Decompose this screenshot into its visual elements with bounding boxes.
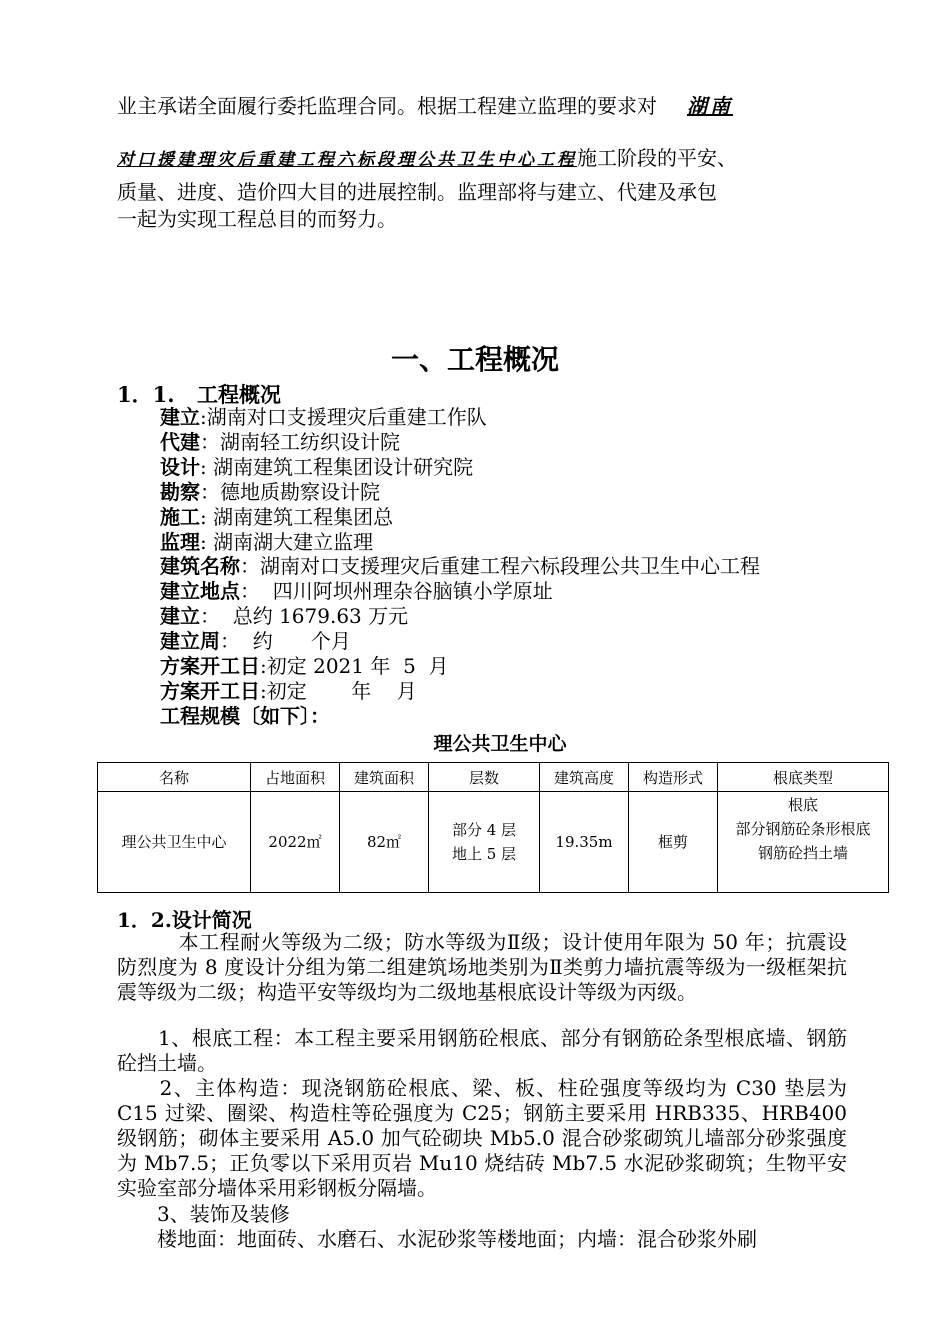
overview-location: 建立地点： 四川阿坝州理杂谷脑镇小学原址 — [160, 579, 553, 603]
cell-floors — [429, 792, 540, 893]
design-paragraph-4: 3、装饰及装修 — [117, 1202, 290, 1226]
design-paragraph-2: 1、根底工程：本工程主要采用钢筋砼根底、部分有钢筋砼条型根底墙、钢筋砼挡土墙。 — [117, 1026, 847, 1075]
foundation-line-3: 钢筋砼挡土墙 — [757, 844, 848, 862]
intro-line-4: 一起为实现工程总目的而努力。 — [117, 207, 397, 231]
foundation-line-2: 部分钢筋砼条形根底 — [735, 820, 871, 838]
floors-line-2: 地上 5 层 — [451, 845, 517, 863]
project-name-part-2: 对口援建理灾后重建工程六标段理公共卫生中心工程 — [117, 150, 577, 170]
overview-start-date-1: 方案开工日:初定 2021 年 5 月 — [160, 654, 449, 678]
subsection-1-1-label: 工程概况 — [197, 382, 281, 407]
foundation-line-1: 根底 — [787, 796, 818, 814]
overview-survey: 勘察：德地质勘察设计院 — [160, 480, 380, 504]
overview-start-date-2: 方案开工日:初定 年 月 — [160, 679, 417, 703]
overview-building-name: 建筑名称：湖南对口支援理灾后重建工程六标段理公共卫生中心工程 — [160, 554, 760, 578]
overview-scale: 工程规模〔如下〕： — [160, 704, 330, 728]
intro-line-1-text: 业主承诺全面履行委托监理合同。根据工程建立监理的要求对 — [117, 94, 657, 118]
cell-height: 19.35m — [540, 792, 629, 893]
col-land-area-header: 占地面积 — [251, 763, 340, 792]
cell-structure: 框剪 — [629, 792, 718, 893]
subsection-1-1-number: 1．1. — [117, 382, 175, 407]
col-floors-header: 层数 — [429, 763, 540, 792]
overview-period: 建立周： 约 个月 — [160, 629, 351, 653]
design-paragraph-3: 2、主体构造：现浇钢筋砼根底、梁、板、柱砼强度等级均为 C30 垫层为 C15 过梁、圈梁、构造柱等砼强度为 C25；钢筋主要采用 HRB335、HRB400 级钢筋；砌体主要采用 A5.0 加气砼砌块 Mb5.0 混合砂浆砌筑儿墙部分砂浆强度为 Mb7.5；正负零以下采用页岩 Mu10 烧结砖 Mb7.5 水泥砂浆砌筑；生物平安实验室部分墙体采用彩钢板分隔墙。 — [117, 1076, 847, 1200]
cell-land-area: 2022㎡ — [251, 792, 340, 893]
overview-agent: 代建：湖南轻工纺织设计院 — [160, 430, 400, 454]
cell-foundation — [718, 792, 889, 893]
overview-investment: 建立： 总约 1679.63 万元 — [160, 604, 409, 628]
project-name-part-1: 湖南 — [687, 94, 733, 118]
design-paragraph-1: 本工程耐火等级为二级；防水等级为Ⅱ级；设计使用年限为 50 年；抗震设防烈度为 8 度设计分组为第二组建筑场地类别为Ⅱ类剪力墙抗震等级为一级框架抗震等级为二级；构造平安等级均为二级地基根底设计等级为丙级。 — [117, 930, 847, 1004]
overview-design: 设计: 湖南建筑工程集团设计研究院 — [160, 455, 474, 479]
col-name-header: 名称 — [98, 763, 251, 792]
floors-line-1: 部分 4 层 — [451, 821, 517, 839]
cell-building-area: 82㎡ — [340, 792, 429, 893]
intro-line-1 — [117, 92, 733, 120]
intro-line-2-text: 施工阶段的平安、 — [577, 146, 737, 170]
table-row — [98, 792, 889, 893]
col-structure-header: 构造形式 — [629, 763, 718, 792]
overview-supervision: 监理: 湖南湖大建立监理 — [160, 530, 374, 554]
table-header-row — [98, 763, 889, 792]
col-foundation-header: 根底类型 — [718, 763, 889, 792]
design-paragraph-5: 楼地面：地面砖、水磨石、水泥砂浆等楼地面；内墙：混合砂浆外刷 — [117, 1227, 757, 1251]
subsection-1-2-title: 1．2.设计简况 — [117, 908, 252, 932]
overview-client: 建立:湖南对口支援理灾后重建工作队 — [160, 405, 487, 429]
intro-line-2 — [117, 144, 737, 174]
section-title: 一、工程概况 — [390, 343, 559, 376]
scale-table — [97, 762, 889, 893]
overview-construction: 施工: 湖南建筑工程集团总 — [160, 505, 394, 529]
col-height-header: 建筑高度 — [540, 763, 629, 792]
intro-line-3: 质量、进度、造价四大目的进展控制。监理部将与建立、代建及承包 — [117, 180, 717, 204]
table-title: 理公共卫生中心 — [433, 733, 567, 755]
cell-name: 理公共卫生中心 — [98, 792, 251, 893]
col-building-area-header: 建筑面积 — [340, 763, 429, 792]
